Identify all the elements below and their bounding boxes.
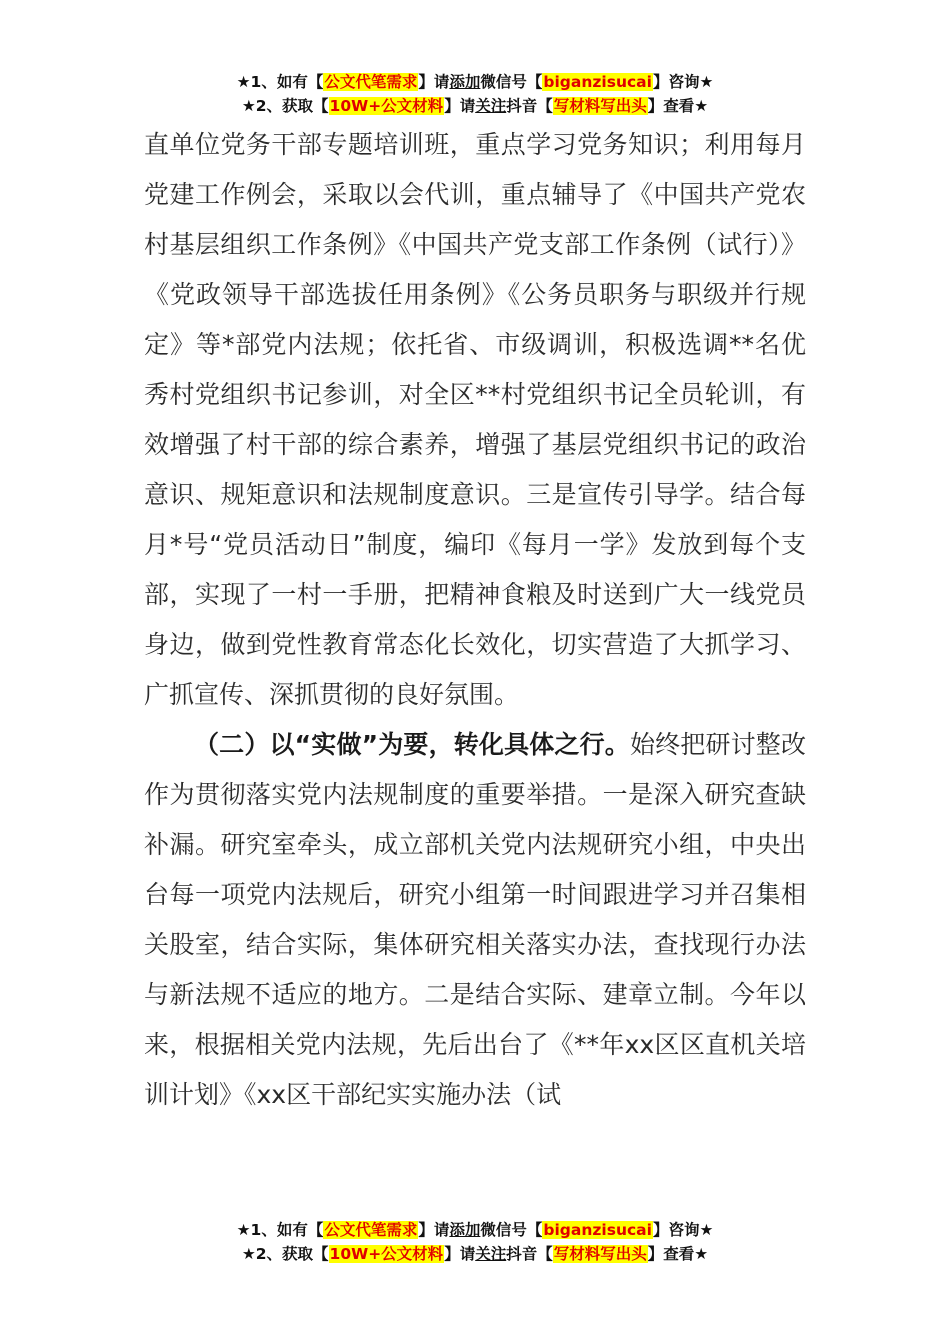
- banner-text: 抖音【: [506, 97, 553, 115]
- highlight-wechat-id: biganzisucai: [543, 1221, 652, 1239]
- star-icon: ★: [241, 97, 256, 115]
- banner-line-1: [0, 70, 950, 94]
- paragraph-2: [144, 720, 806, 1120]
- star-icon: ★: [241, 1245, 256, 1263]
- highlight-materials: 10W+公文材料: [329, 97, 444, 115]
- highlight-materials: 10W+公文材料: [329, 1245, 444, 1263]
- banner-text: 1、如有【: [250, 73, 324, 91]
- star-icon: ★: [236, 1221, 251, 1239]
- banner-text: 】请: [444, 97, 476, 115]
- highlight-service: 公文代笔需求: [324, 73, 418, 91]
- banner-text: 2、获取【: [255, 1245, 329, 1263]
- banner-text: 】查看★: [647, 1245, 709, 1263]
- paragraph-1: 直单位党务干部专题培训班，重点学习党务知识；利用每月党建工作例会，采取以会代训，重点辅导了《中国共产党农村基层组织工作条例》《中国共产党支部工作条例（试行）》《党政领导干部选拔任用条例》《公务员职务与职级并行规定》等*部党内法规；依托省、市级调训，积极选调**名优秀村党组织书记参训，对全区**村党组织书记全员轮训，有效增强了村干部的综合素养，增强了基层党组织书记的政治意识、规矩意识和法规制度意识。三是宣传引导学。结合每月*号“党员活动日”制度，编印《每月一学》发放到每个支部，实现了一村一手册，把精神食粮及时送到广大一线党员身边，做到党性教育常态化长效化，切实营造了大抓学习、广抓宣传、深抓贯彻的良好氛围。: [144, 130, 806, 709]
- bottom-banner: [0, 1218, 950, 1266]
- banner-line-2: [0, 1242, 950, 1266]
- underline-add: 添加: [449, 1221, 481, 1239]
- banner-text: 】请: [444, 1245, 476, 1263]
- highlight-douyin: 写材料写出头: [553, 97, 647, 115]
- banner-text: 微信号【: [480, 1221, 543, 1239]
- star-icon: ★: [236, 73, 251, 91]
- banner-text: 】请: [418, 1221, 450, 1239]
- section-heading: （二）以“实做”为要，转化具体之行。: [194, 730, 630, 759]
- banner-text: 】咨询★: [652, 73, 714, 91]
- document-body: [144, 120, 806, 1120]
- banner-line-2: [0, 94, 950, 118]
- paragraph-2-body: 始终把研讨整改作为贯彻落实党内法规制度的重要举措。一是深入研究查缺补漏。研究室牵头，成立部机关党内法规研究小组，中央出台每一项党内法规后，研究小组第一时间跟进学习并召集相关股室，结合实际，集体研究相关落实办法，查找现行办法与新法规不适应的地方。二是结合实际、建章立制。今年以来，根据相关党内法规，先后出台了《**年xx区区直机关培训计划》《xx区干部纪实实施办法（试: [144, 730, 806, 1109]
- banner-text: 抖音【: [506, 1245, 553, 1263]
- banner-text: 】咨询★: [652, 1221, 714, 1239]
- underline-follow: 关注: [475, 1245, 507, 1263]
- highlight-douyin: 写材料写出头: [553, 1245, 647, 1263]
- banner-text: 】请: [418, 73, 450, 91]
- top-banner: [0, 70, 950, 118]
- banner-text: 1、如有【: [250, 1221, 324, 1239]
- highlight-service: 公文代笔需求: [324, 1221, 418, 1239]
- underline-add: 添加: [449, 73, 481, 91]
- banner-text: 2、获取【: [255, 97, 329, 115]
- banner-line-1: [0, 1218, 950, 1242]
- banner-text: 微信号【: [480, 73, 543, 91]
- highlight-wechat-id: biganzisucai: [543, 73, 652, 91]
- underline-follow: 关注: [475, 97, 507, 115]
- banner-text: 】查看★: [647, 97, 709, 115]
